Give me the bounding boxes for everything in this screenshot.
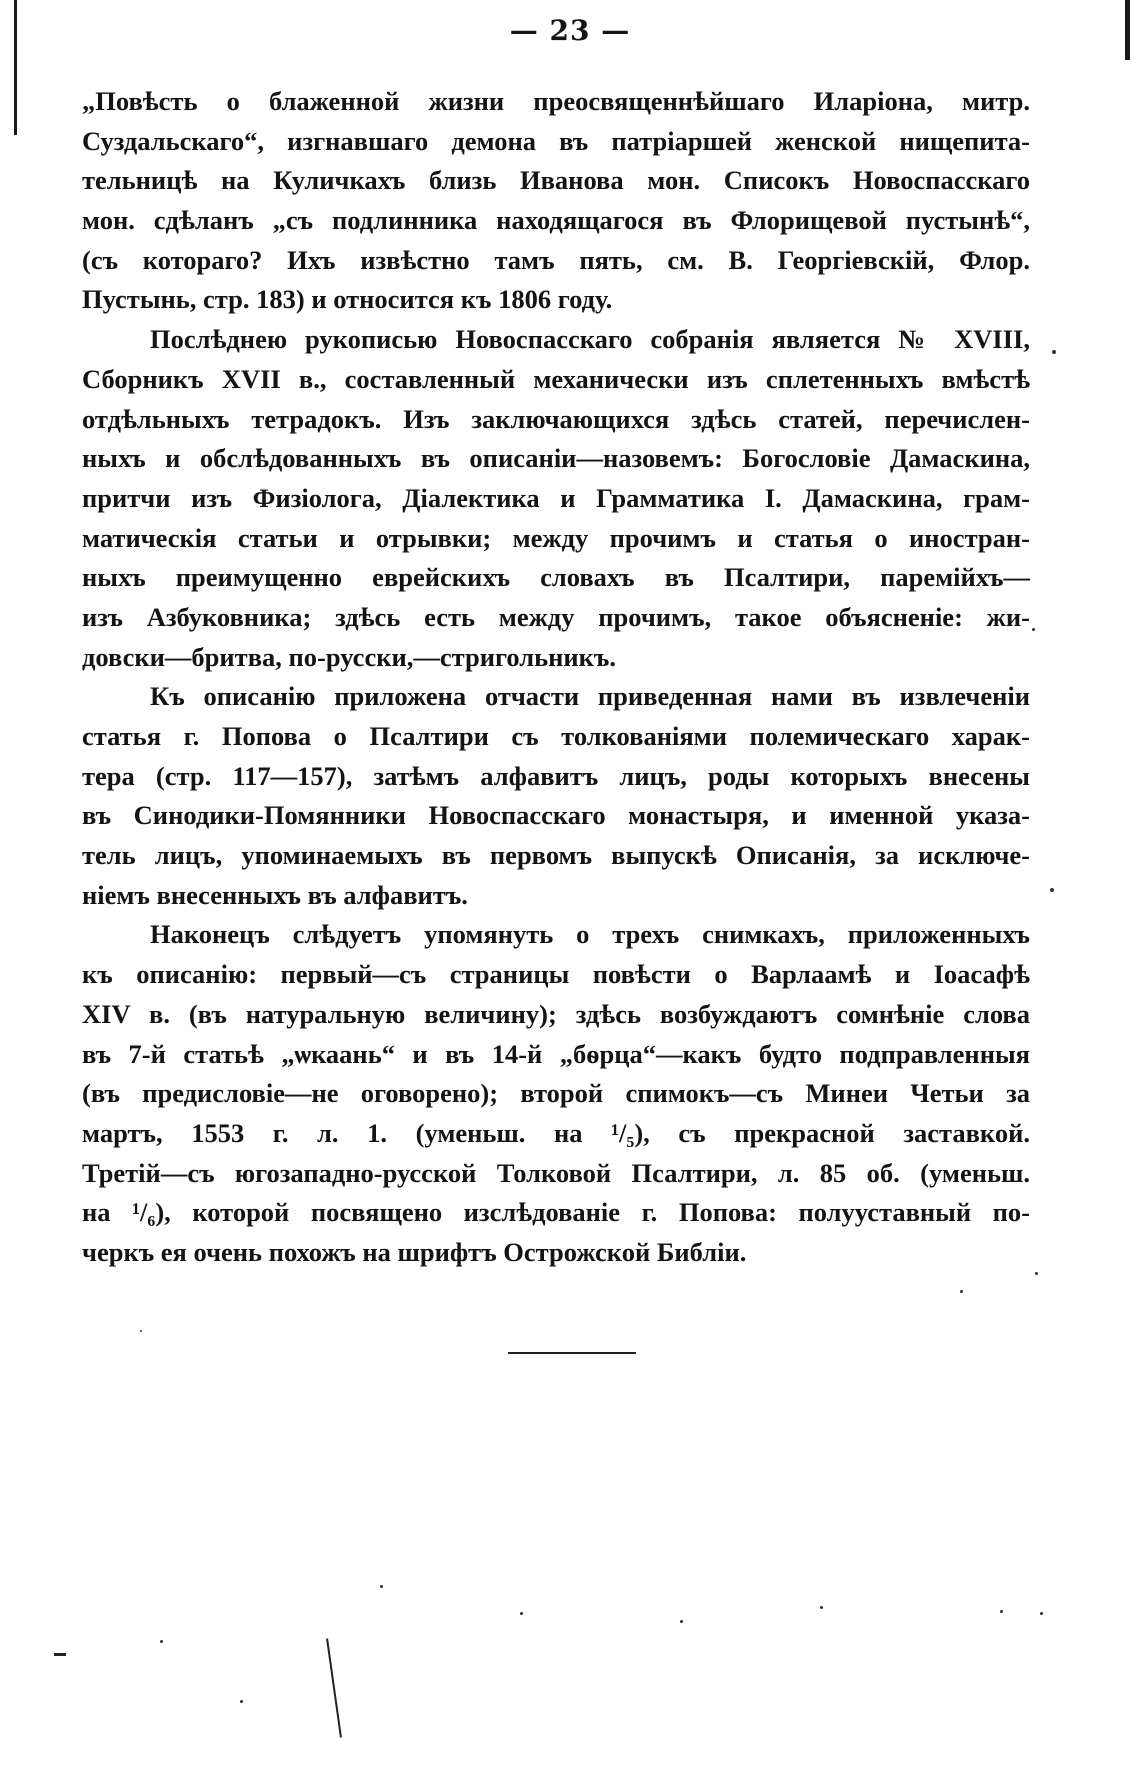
text-line: Послѣднею рукописью Новоспасскаго собранія является № XVIII, xyxy=(150,324,1030,355)
text-line: статья г. Попова о Псалтири съ толкованіями полемическаго харак- xyxy=(82,721,1030,751)
text-line: на ¹/₆), которой посвящено изслѣдованіе г. Попова: полууставный по- xyxy=(82,1197,1030,1228)
text-line: тельницѣ на Куличкахъ близь Иванова мон. Списокъ Новоспасскаго xyxy=(82,165,1030,196)
text-line: матическія статьи и отрывки; между прочимъ и статья о иностран- xyxy=(82,522,1030,553)
text-line: „Повѣсть о блаженной жизни преосвященнѣйшаго Иларіона, митр. xyxy=(82,86,1030,116)
text-line: XIV в. (въ натуральную величину); здѣсь возбуждаютъ сомнѣніе слова xyxy=(82,998,1030,1029)
text-line: къ описанію: первый—съ страницы повѣсти о Варлаамѣ и Іоасафѣ xyxy=(82,959,1030,990)
scan-speck xyxy=(680,1620,683,1623)
scan-speck xyxy=(960,1290,963,1293)
text-line: ныхъ и обслѣдованныхъ въ описаніи—назовемъ: Богословіе Дамаскина, xyxy=(82,443,1030,474)
scan-mark xyxy=(326,1638,342,1737)
scan-speck xyxy=(520,1612,523,1615)
text-line: (въ предисловіе—не оговорено); второй спимокъ—съ Минеи Четьи за xyxy=(82,1078,1030,1109)
text-line: (съ котораго? Ихъ извѣстно тамъ пять, см. В. Георгіевскій, Флор. xyxy=(82,244,1030,275)
scan-speck xyxy=(1050,888,1054,892)
text-line: въ Синодики-Помянники Новоспасскаго монастыря, и именной указа- xyxy=(82,800,1030,831)
scan-mark xyxy=(54,1653,66,1656)
scan-speck xyxy=(820,1606,823,1609)
paragraph xyxy=(82,915,1030,1272)
scan-speck xyxy=(1035,1272,1038,1275)
page-number: — 23 — xyxy=(509,14,631,47)
scan-speck xyxy=(240,1700,243,1703)
text-line: черкъ ея очень похожъ на шрифтъ Острожской Библіи. xyxy=(82,1236,747,1267)
text-line: изъ Азбуковника; здѣсь есть между прочимъ, такое объясненіе: жи- xyxy=(82,601,1030,632)
text-line: Наконецъ слѣдуетъ упомянуть о трехъ снимкахъ, приложенныхъ xyxy=(150,919,1030,950)
scan-speck xyxy=(1040,1612,1043,1615)
text-line: довски—бритва, по-русски,—стригольникъ. xyxy=(82,641,617,672)
scan-speck xyxy=(1032,628,1035,631)
paragraph xyxy=(82,82,1030,320)
scan-speck xyxy=(160,1640,163,1643)
text-line: Третій—съ югозападно-русской Толковой Псалтири, л. 85 об. (уменьш. xyxy=(82,1157,1030,1188)
paragraph xyxy=(82,320,1030,677)
text-line: ныхъ преимущенно еврейскихъ словахъ въ Псалтири, паремійхъ— xyxy=(82,562,1030,593)
text-line: отдѣльныхъ тетрадокъ. Изъ заключающихся здѣсь статей, перечислен- xyxy=(82,403,1030,434)
text-line: тель лицъ, упоминаемыхъ въ первомъ выпускѣ Описанія, за исключе- xyxy=(82,840,1030,871)
scan-speck xyxy=(380,1585,383,1588)
text-line: Суздальскаго“, изгнавшаго демона въ патріаршей женской нищепита- xyxy=(82,125,1030,156)
scan-speck xyxy=(1000,1610,1003,1613)
section-divider-rule xyxy=(508,1352,636,1354)
paragraph xyxy=(82,677,1030,915)
text-line: ніемъ внесенныхъ въ алфавитъ. xyxy=(82,879,468,910)
text-line: въ 7-й статьѣ „ѡкаань“ и въ 14-й „бѳрца“—какъ будто подправленныя xyxy=(82,1038,1030,1069)
text-line: Сборникъ XVII в., составленный механически изъ сплетенныхъ вмѣстѣ xyxy=(82,363,1030,394)
text-line: Пустынь, стр. 183) и относится къ 1806 году. xyxy=(82,284,613,315)
text-line: притчи изъ Физіолога, Діалектика и Грамматика І. Дамаскина, грам- xyxy=(82,482,1030,513)
text-line: мон. сдѣланъ „съ подлинника находящагося въ Флорищевой пустынѣ“, xyxy=(82,205,1030,236)
scan-speck xyxy=(1052,350,1056,354)
body-text xyxy=(82,82,1030,1273)
text-line: мартъ, 1553 г. л. 1. (уменьш. на ¹/₅), съ прекрасной заставкой. xyxy=(82,1117,1030,1148)
scan-speck xyxy=(140,1330,142,1332)
text-line: тера (стр. 117—157), затѣмъ алфавитъ лицъ, роды которыхъ внесены xyxy=(82,760,1030,791)
text-line: Къ описанію приложена отчасти приведенная нами въ извлеченіи xyxy=(150,681,1030,712)
